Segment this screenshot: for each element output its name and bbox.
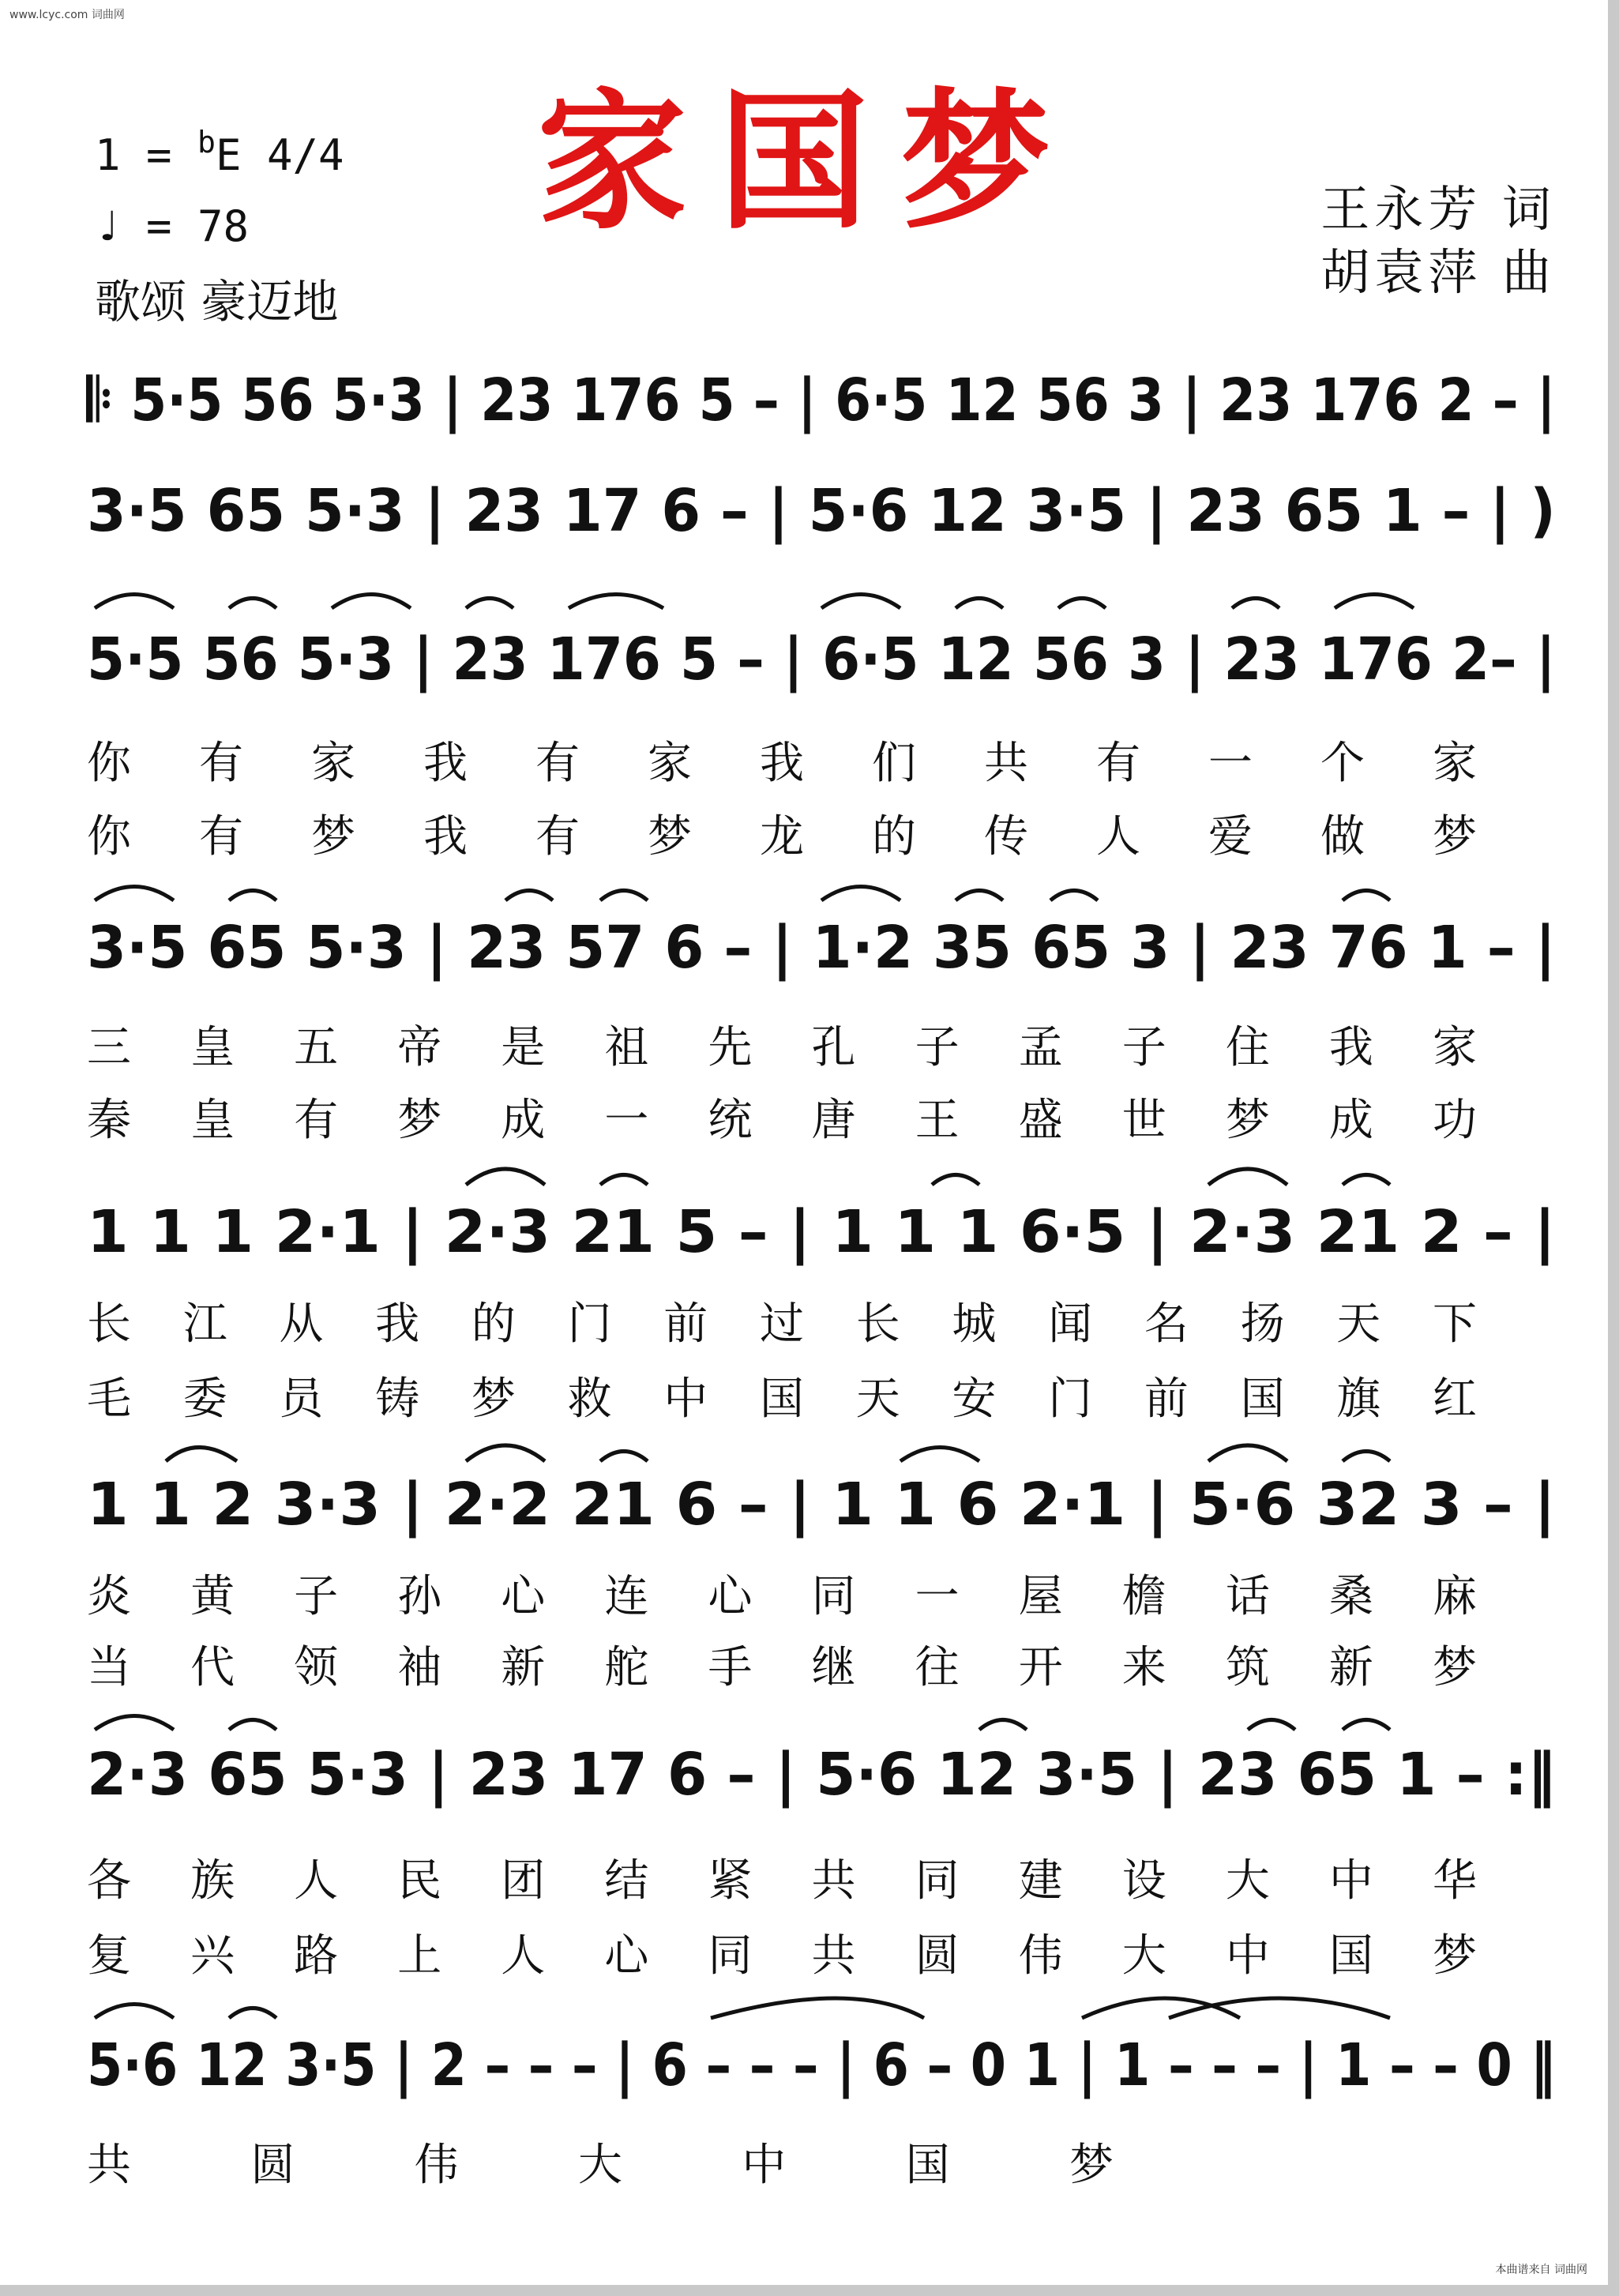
slurs-system-2 — [95, 887, 1390, 901]
notes-system-5: 2·3 65 5·3 | 23 17 6 – | 5·6 12 3·5 | 23 65 1 – :‖ — [87, 1741, 1556, 1809]
notes-system-6: 5·6 12 3·5 | 2 – – – | 6 – – – | 6 – 0 1 | 1 – – – | 1 – – 0 ‖ — [87, 2031, 1556, 2099]
slurs-system-5 — [95, 1716, 1390, 1730]
lyrics-system-2-verse-1: 三 皇 五 帝 是 祖 先 孔 子 孟 子 住 我 家 — [87, 1022, 1477, 1073]
site-url: www.lcyc.com 词曲网 — [9, 9, 125, 21]
lyrics-system-5-verse-1: 各 族 人 民 团 结 紧 共 同 建 设 大 中 华 — [87, 1855, 1477, 1907]
intro-line-1: 𝄆 5·5 56 5·3 | 23 176 5 – | 6·5 12 56 3 | 23 176 2 – | — [85, 366, 1556, 434]
performance-style: 歌颂 豪迈地 — [95, 275, 339, 329]
flat-sign: b — [197, 125, 216, 160]
lyrics-system-4-verse-1: 炎 黄 子 孙 心 连 心 同 一 屋 檐 话 桑 麻 — [87, 1571, 1477, 1622]
lyrics-system-2-verse-2: 秦 皇 有 梦 成 一 统 唐 王 盛 世 梦 成 功 — [87, 1095, 1477, 1146]
lyrics-system-1-verse-2: 你 有 梦 我 有 梦 龙 的 传 人 爱 做 梦 — [87, 811, 1477, 862]
lyricist-credit: 王永芳 词 — [1320, 180, 1556, 238]
tempo-marking: ♩ = 78 — [95, 201, 250, 251]
lyrics-system-3-verse-1: 长 江 从 我 的 门 前 过 长 城 闻 名 扬 天 下 — [87, 1298, 1477, 1350]
notes-system-4: 1 1 2 3·3 | 2·2 21 6 – | 1 1 6 2·1 | 5·6 32 3 – | — [87, 1471, 1556, 1539]
lyrics-system-6-verse-1: 共 圆 伟 大 中 国 梦 — [87, 2140, 1114, 2191]
notes-system-2: 3·5 65 5·3 | 23 57 6 – | 1·2 35 65 3 | 23 76 1 – | — [87, 914, 1556, 982]
slurs-system-4 — [166, 1445, 1390, 1461]
lyrics-system-4-verse-2: 当 代 领 袖 新 舵 手 继 往 开 来 筑 新 梦 — [87, 1642, 1477, 1693]
intro-line-2: 3·5 65 5·3 | 23 17 6 – | 5·6 12 3·5 | 23 65 1 – | ) — [87, 477, 1556, 545]
key-rest: E 4/4 — [215, 130, 344, 180]
lyrics-system-5-verse-2: 复 兴 路 上 人 心 同 共 圆 伟 大 中 国 梦 — [87, 1930, 1477, 1982]
footer-source-mark: 本曲谱来自 词曲网 — [1495, 2264, 1587, 2276]
composer-credit: 胡袁萍 曲 — [1320, 243, 1556, 301]
key-prefix: 1 = — [95, 130, 198, 180]
song-title: 家国梦 — [537, 73, 1083, 250]
slurs-system-3 — [466, 1169, 1390, 1185]
notes-system-3: 1 1 1 2·1 | 2·3 21 5 – | 1 1 1 6·5 | 2·3 21 2 – | — [87, 1198, 1556, 1266]
slurs-system-1 — [95, 595, 1414, 609]
lyrics-system-3-verse-2: 毛 委 员 铸 梦 救 中 国 天 安 门 前 国 旗 红 — [87, 1373, 1477, 1425]
lyrics-system-1-verse-1: 你 有 家 我 有 家 我 们 共 有 一 个 家 — [87, 738, 1477, 789]
slurs-system-6 — [95, 1998, 1390, 2018]
notes-system-1: 5·5 56 5·3 | 23 176 5 – | 6·5 12 56 3 | 23 176 2– | — [87, 626, 1556, 693]
